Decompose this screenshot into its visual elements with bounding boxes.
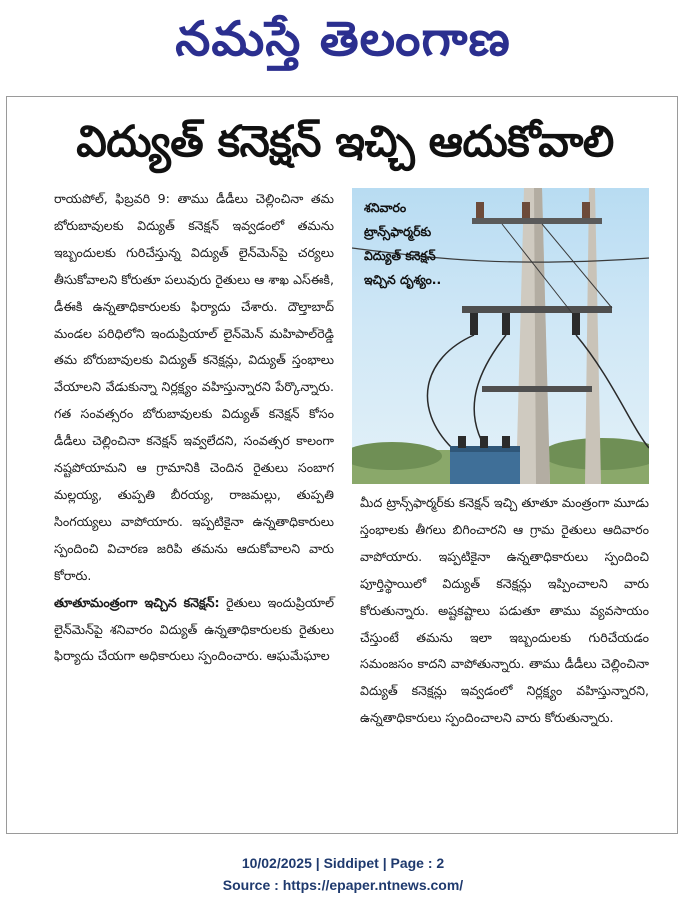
article-photo [352,188,649,484]
article-right-column [360,490,649,732]
article-subhead-text: రైతులు ఇందుప్రియాల్ లైన్‌మెన్‌పై శనివారం విద్యుత్ ఉన్నతాధికారులకు రైతులు ఫిర్యాదు చేయగా అధికారులు స్పందించారు. ఆఘమేఘాల [54,594,334,664]
page-footer [0,852,686,896]
masthead [0,4,686,74]
article-headline: విద్యుత్ కనెక్షన్ ఇచ్చి ఆదుకోవాలి [76,117,614,167]
photo-caption-line: ట్రాన్స్‌ఫార్మర్‌కు [364,224,432,239]
photo-caption [364,196,514,292]
article-body-left: రాయపోల్, ఫిబ్రవరి 9: తాము డీడీలు చెల్లించినా తమ బోరుబావులకు విద్యుత్ కనెక్షన్ ఇవ్వడంలో తమను ఇబ్బందులకు గురిచేస్తున్న విద్యుత్ లైన్‌మెన్‌పై చర్యలు తీసుకోవాలని కోరుతూ పలువురు రైతులు ఆ శాఖ ఎస్ఈకి, డీఈకి ఉన్నతాధికారులకు ఫిర్యాదు చేశారు. దౌల్తాబాద్ మండల పరిధిలోని ఇందుప్రియాల్ లైన్‌మెన్ మహిపాల్‌రెడ్డి తమ బోరుబావులకు విద్యుత్ కనెక్షన్లు, విద్యుత్ స్తంభాలు వేయాలని వేడుకున్నా నిర్లక్ష్యం వహిస్తున్నారని పేర్కొన్నారు. గత సంవత్సరం బోరుబావులకు విద్యుత్ కనెక్షన్ కోసం డీడీలు చెల్లించినా కనెక్షన్ ఇవ్వలేదని, సంవత్సర కాలంగా నష్టపోయామని ఆ గ్రామానికి చెందిన రైతులు సంబాగ మల్లయ్య, తుప్పతి బీరయ్య, రాజమల్లు, తుప్పతి సింగయ్యలు వాపోయారు. ఇప్పటికైనా ఉన్నతాధికారులు స్పందించి విచారణ జరిపి తమను ఆదుకోవాలని వారు కోరారు. [54,191,334,583]
article-subsection [54,590,334,671]
footer-source-link[interactable]: Source : https://epaper.ntnews.com/ [222,877,464,893]
article-left-column [54,186,334,670]
photo-caption-line: విద్యుత్ కనెక్షన్ [364,248,436,263]
masthead-logo: నమస్తే తెలంగాణ [175,10,511,67]
article-subhead: తూతూమంత్రంగా ఇచ్చిన కనెక్షన్: [54,594,220,610]
photo-caption-line: ఇచ్చిన దృశ్యం.. [364,272,442,287]
article-body-right: మీద ట్రాన్స్‌ఫార్మర్‌కు కనెక్షన్ ఇచ్చి తూతూ మంత్రంగా మూడు స్తంభాలకు తీగలు బిగించారని ఆ గ్రామ రైతులు ఆదివారం వాపోయారు. ఇప్పటికైనా ఉన్నతాధికారులు స్పందించి పూర్తిస్థాయిలో విద్యుత్ కనెక్షన్లు ఇప్పించాలని వారు కోరుతున్నారు. అష్టకష్టాలు పడుతూ తాము వ్యవసాయం చేస్తుంటే తమను ఇలా ఇబ్బందులకు గురిచేయడం సమంజసం కాదని వాపోతున్నారు. తాము డీడీలు చెల్లించినా విద్యుత్ కనెక్షన్లు ఇవ్వడంలో నిర్లక్ష్యం వహిస్తున్నారని, ఉన్నతాధికారులు స్పందించాలని వారు కోరుతున్నారు. [360,495,649,726]
footer-edition-info: 10/02/2025 | Siddipet | Page : 2 [241,855,445,871]
photo-caption-line: శనివారం [364,200,407,215]
